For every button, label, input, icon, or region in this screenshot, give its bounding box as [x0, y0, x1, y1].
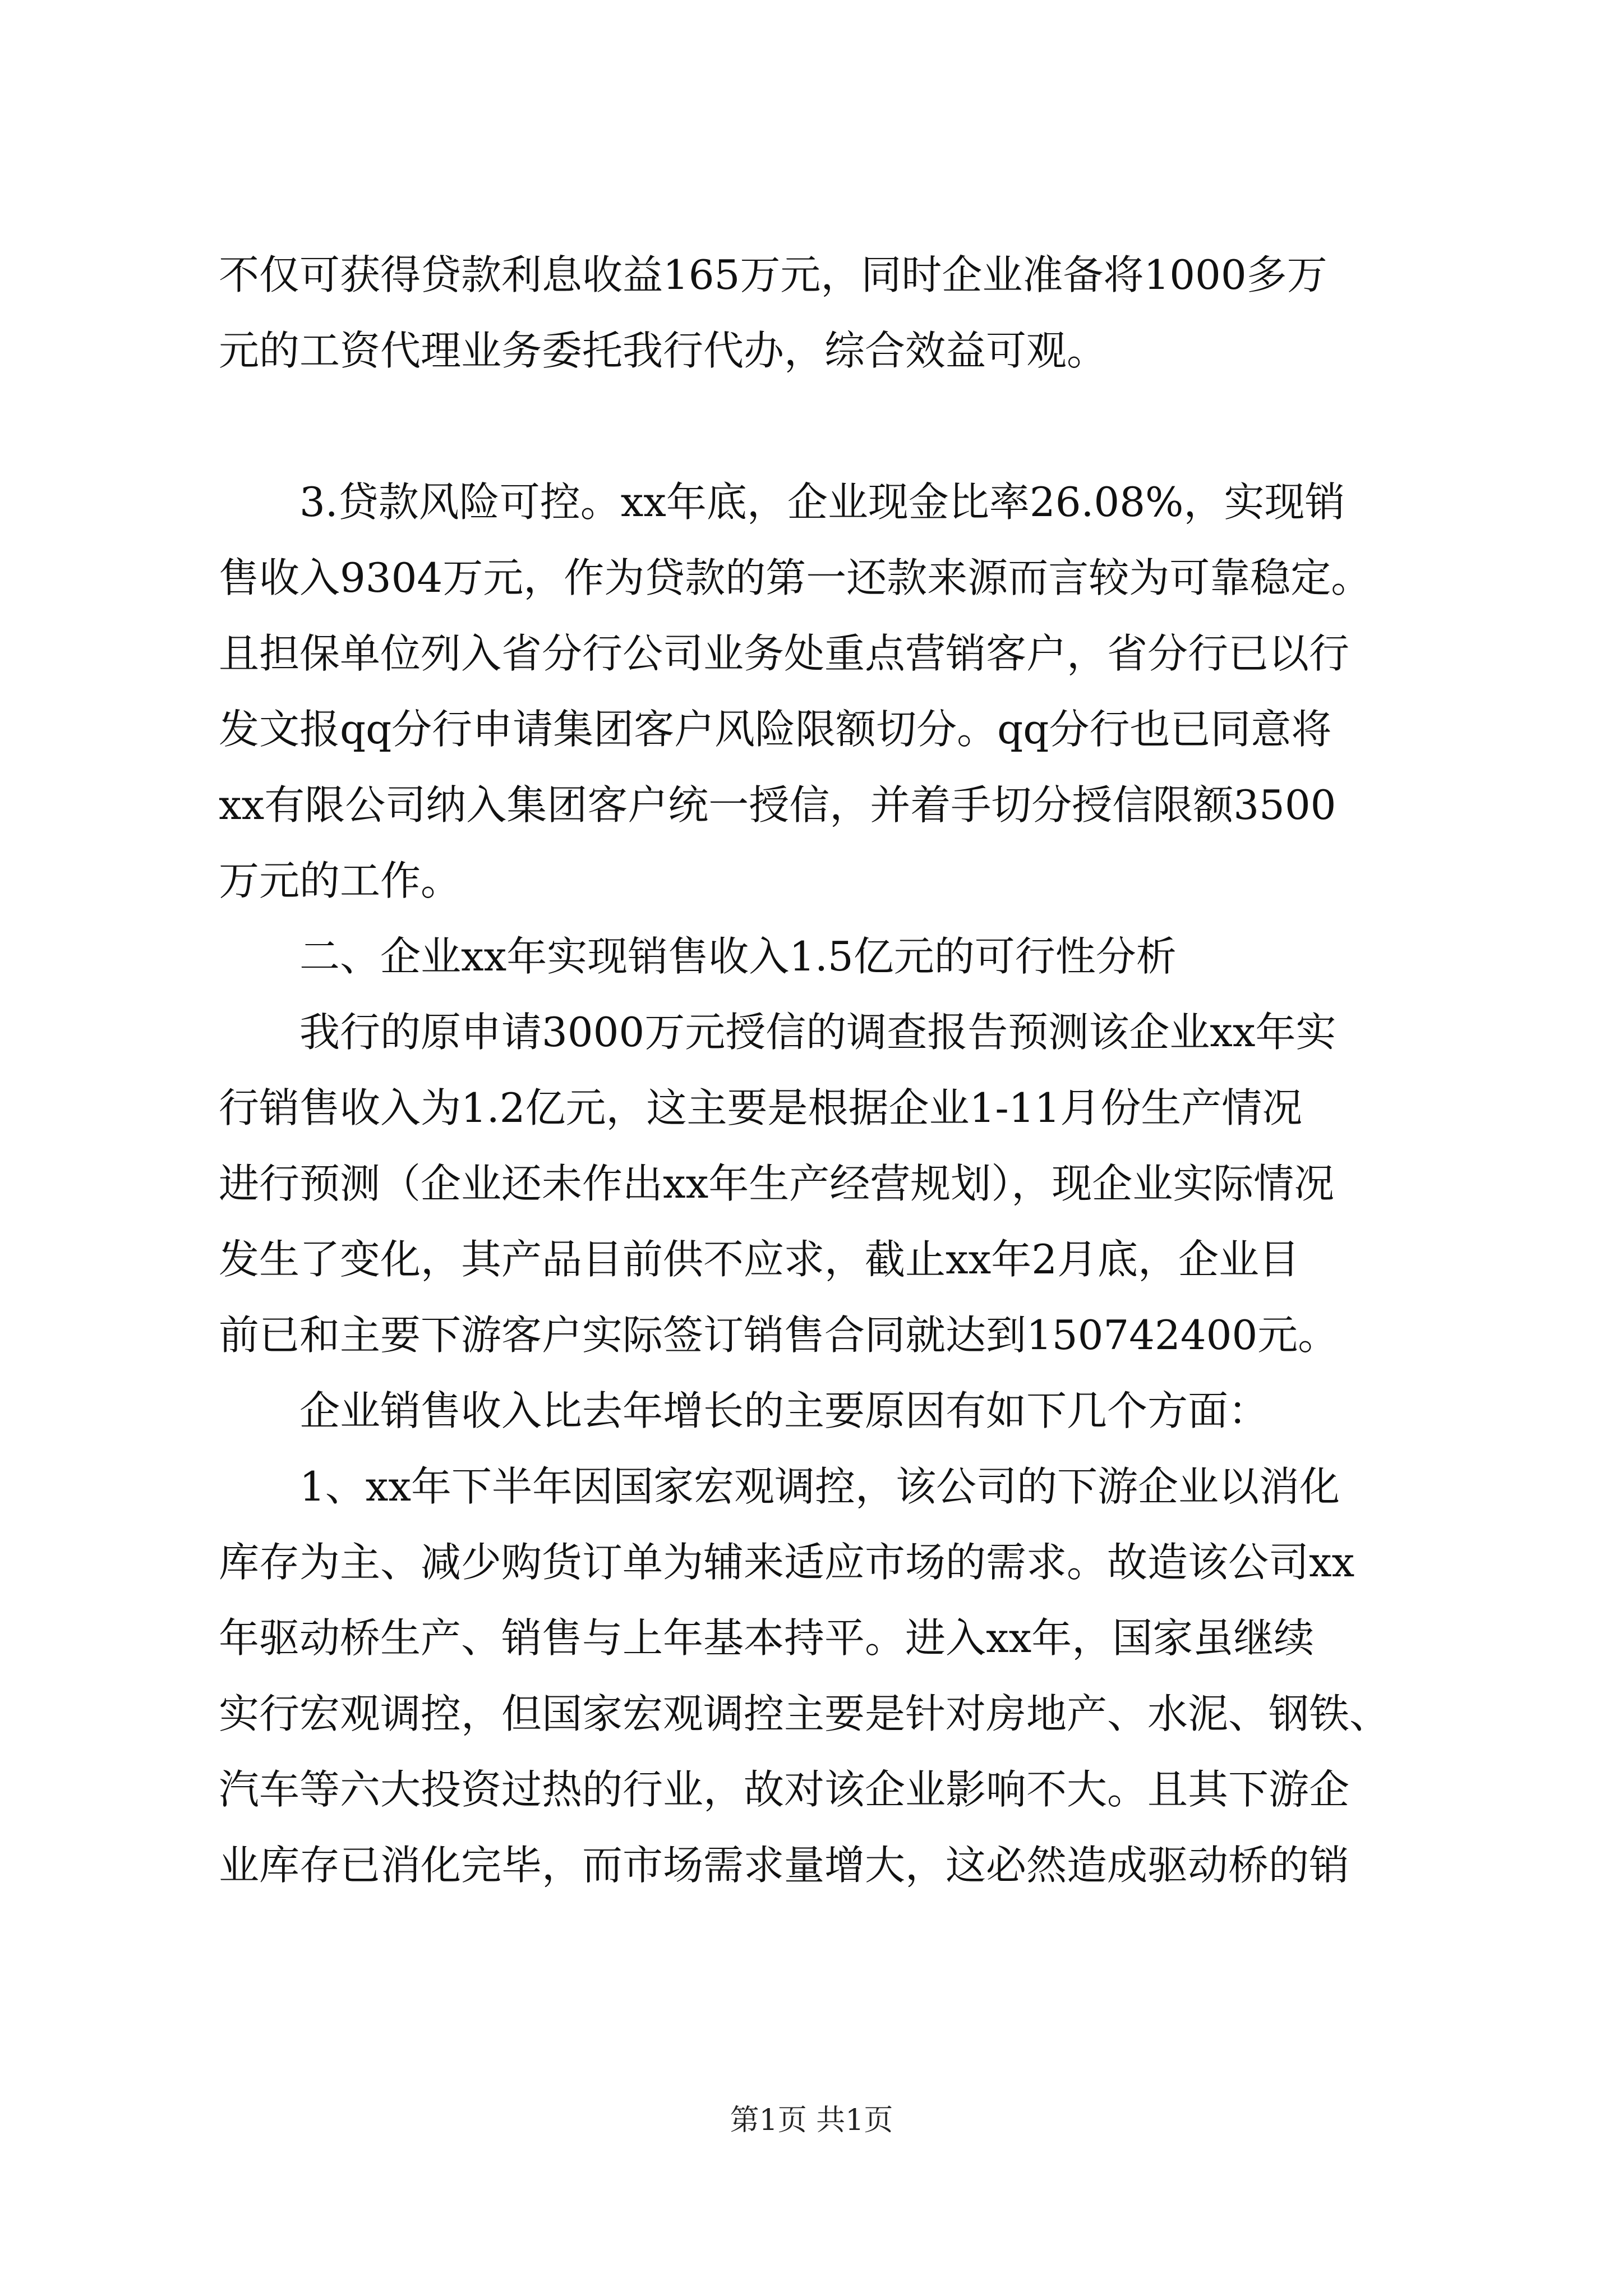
text-line-16: 1、xx年下半年因国家宏观调控，该公司的下游企业以消化 — [299, 1463, 1340, 1510]
text-line-18: 年驱动桥生产、销售与上年基本持平。进入xx年，国家虽继续 — [219, 1614, 1315, 1662]
text-line-3: 3.贷款风险可控。xx年底，企业现金比率26.08%，实现销 — [299, 478, 1345, 526]
text-line-11: 行销售收入为1.2亿元，这主要是根据企业1-11月份生产情况 — [219, 1084, 1303, 1131]
text-line-7: xx有限公司纳入集团客户统一授信，并着手切分授信限额3500 — [219, 781, 1336, 829]
text-line-21: 业库存已消化完毕，而市场需求量增大，这必然造成驱动桥的销 — [219, 1842, 1350, 1889]
section-heading: 二、企业xx年实现销售收入1.5亿元的可行性分析 — [299, 933, 1177, 980]
text-line-6: 发文报qq分行申请集团客户风险限额切分。qq分行也已同意将 — [219, 706, 1332, 753]
text-line-17: 库存为主、减少购货订单为辅来适应市场的需求。故造该公司xx — [219, 1539, 1355, 1586]
text-line-14: 前已和主要下游客户实际签订销售合同就达到150742400元。 — [219, 1312, 1339, 1359]
text-line-5: 且担保单位列入省分行公司业务处重点营销客户，省分行已以行 — [219, 630, 1350, 677]
text-line-8: 万元的工作。 — [219, 857, 462, 904]
text-line-1: 不仅可获得贷款利息收益165万元，同时企业准备将1000多万 — [219, 251, 1327, 298]
text-line-13: 发生了变化，其产品目前供不应求，截止xx年2月底，企业目 — [219, 1236, 1300, 1283]
page-footer: 第1页 共1页 — [730, 2104, 893, 2137]
text-line-2: 元的工资代理业务委托我行代办，综合效益可观。 — [219, 327, 1108, 374]
text-line-15: 企业销售收入比去年增长的主要原因有如下几个方面： — [299, 1387, 1269, 1434]
text-line-4: 售收入9304万元，作为贷款的第一还款来源而言较为可靠稳定。 — [219, 554, 1372, 601]
text-line-12: 进行预测（企业还未作出xx年生产经营规划），现企业实际情况 — [219, 1160, 1335, 1207]
text-line-19: 实行宏观调控，但国家宏观调控主要是针对房地产、水泥、钢铁、 — [219, 1690, 1390, 1737]
text-line-10: 我行的原申请3000万元授信的调查报告预测该企业xx年实 — [299, 1009, 1336, 1056]
text-line-20: 汽车等六大投资过热的行业，故对该企业影响不大。且其下游企 — [219, 1766, 1350, 1813]
